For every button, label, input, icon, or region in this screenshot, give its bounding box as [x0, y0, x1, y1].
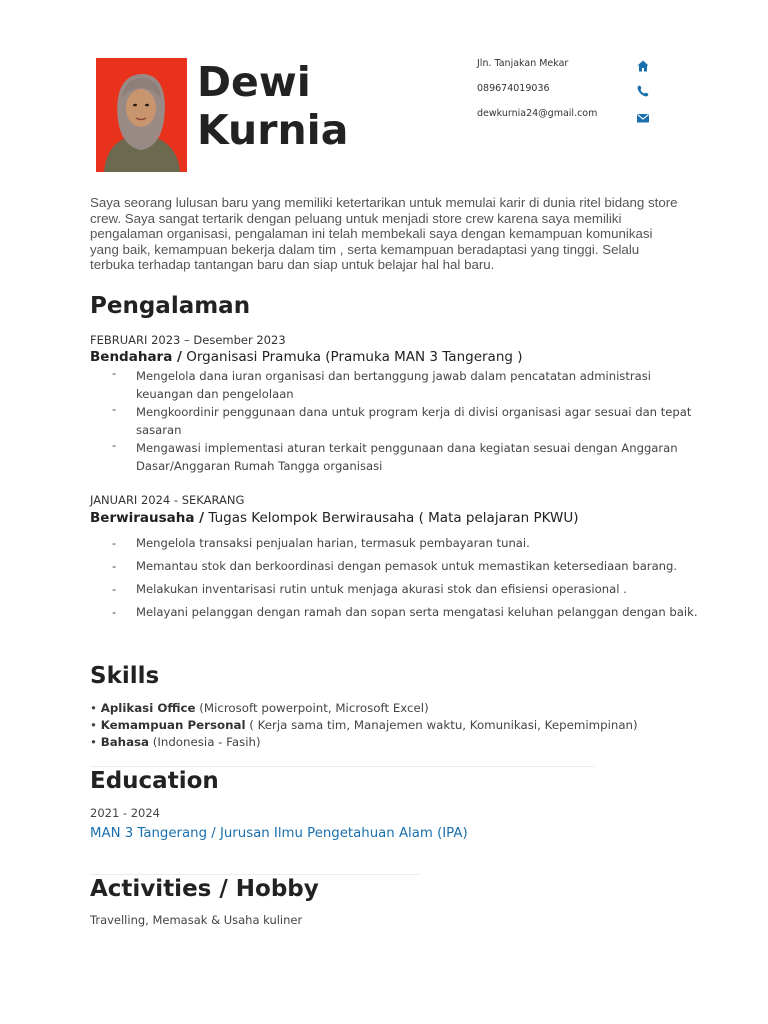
education-years: 2021 - 2024 — [90, 806, 160, 820]
list-item: - Melayani pelanggan dengan ramah dan sopan serta mengatasi keluhan pelanggan dengan baik. — [112, 605, 698, 619]
education-school: MAN 3 Tangerang / Jurusan Ilmu Pengetahuan Alam (IPA) — [90, 826, 468, 841]
bullet-text: Melayani pelanggan dengan ramah dan sopan serta mengatasi keluhan pelanggan dengan baik. — [136, 605, 698, 619]
skills-heading: Skills — [90, 663, 160, 689]
last-name: Kurnia — [197, 106, 349, 154]
experience-role — [90, 510, 579, 526]
skill-detail: (Microsoft powerpoint, Microsoft Excel) — [195, 701, 429, 715]
skill-item: • Bahasa (Indonesia - Fasih) — [90, 735, 261, 749]
experience-period: JANUARI 2024 - SEKARANG — [90, 493, 245, 507]
first-name: Dewi — [197, 58, 311, 106]
list-item: - Mengelola transaksi penjualan harian, termasuk pembayaran tunai. — [112, 536, 530, 550]
list-item: - Mengelola dana iuran organisasi dan bertanggung jawab dalam pencatatan administrasi keuangan dan pengelolaan — [112, 366, 652, 401]
profile-summary: Saya seorang lulusan baru yang memiliki ketertarikan untuk memulai karir di dunia ritel bidang store crew. Saya sangat tertarik dengan peluang untuk menjadi store crew karena saya memiliki pengalaman organisasi, pengalaman ini telah membekali saya dengan kemampuan komunikasi yang baik, kemampuan bekerja dalam tim , serta kemampuan beradaptasi yang tinggi. Selalu terbuka terhadap tantangan baru dan siap untuk belajar hal hal baru. — [90, 195, 678, 272]
bullet-text: Memantau stok dan berkoordinasi dengan pemasok untuk memastikan ketersediaan barang. — [136, 559, 678, 573]
education-heading: Education — [90, 768, 219, 794]
experience-role — [90, 349, 523, 365]
person-portrait-icon — [96, 58, 187, 172]
contact-address: Jln. Tanjakan Mekar — [477, 58, 569, 69]
experience-bullet-list — [112, 368, 702, 476]
hobby-text: Travelling, Memasak & Usaha kuliner — [90, 913, 303, 927]
mail-icon — [636, 111, 650, 125]
bullet-text: Mengkoordinir penggunaan dana untuk program kerja di divisi organisasi agar sesuai dan tepat sasaran — [136, 405, 692, 437]
role-organization: Tugas Kelompok Berwirausaha ( Mata pelajaran PKWU) — [204, 510, 579, 526]
skill-name: Kemampuan Personal — [100, 718, 246, 732]
skill-detail: (Indonesia - Fasih) — [149, 735, 261, 749]
phone-icon — [636, 84, 650, 98]
contact-email[interactable]: dewkurnia24@gmail.com — [477, 108, 598, 119]
skill-detail: ( Kerja sama tim, Manajemen waktu, Komunikasi, Kepemimpinan) — [245, 718, 638, 732]
role-organization: Organisasi Pramuka (Pramuka MAN 3 Tangerang ) — [181, 349, 523, 365]
skill-item: • Kemampuan Personal ( Kerja sama tim, Manajemen waktu, Komunikasi, Kepemimpinan) — [90, 718, 638, 732]
list-item: - Melakukan inventarisasi rutin untuk menjaga akurasi stok dan efisiensi operasional . — [112, 582, 627, 596]
list-item: - Mengkoordinir penggunaan dana untuk program kerja di divisi organisasi agar sesuai dan tepat sasaran — [112, 402, 692, 437]
section-divider — [90, 874, 420, 875]
home-icon — [636, 59, 650, 73]
skill-name: Aplikasi Office — [100, 701, 196, 715]
list-item: - Mengawasi implementasi aturan terkait penggunaan dana kegiatan sesuai dengan Anggaran Dasar/Anggaran Rumah Tangga organisasi — [112, 438, 678, 473]
name-heading — [197, 58, 348, 154]
skill-item: • Aplikasi Office (Microsoft powerpoint, Microsoft Excel) — [90, 701, 429, 715]
profile-photo — [96, 58, 187, 172]
bullet-text: Mengelola dana iuran organisasi dan bertanggung jawab dalam pencatatan administrasi keuangan dan pengelolaan — [136, 369, 652, 401]
contact-phone: 089674019036 — [477, 83, 550, 94]
role-title: Bendahara / — [90, 349, 182, 365]
bullet-text: Mengelola transaksi penjualan harian, termasuk pembayaran tunai. — [136, 536, 530, 550]
section-divider — [90, 766, 595, 767]
bullet-text: Melakukan inventarisasi rutin untuk menjaga akurasi stok dan efisiensi operasional . — [136, 582, 627, 596]
experience-heading: Pengalaman — [90, 293, 251, 319]
bullet-text: Mengawasi implementasi aturan terkait penggunaan dana kegiatan sesuai dengan Anggaran Dasar/Anggaran Rumah Tangga organisasi — [136, 441, 678, 473]
experience-period: FEBRUARI 2023 – Desember 2023 — [90, 333, 286, 347]
skill-name: Bahasa — [100, 735, 150, 749]
hobby-heading: Activities / Hobby — [90, 876, 319, 902]
role-title: Berwirausaha / — [90, 510, 205, 526]
list-item: - Memantau stok dan berkoordinasi dengan pemasok untuk memastikan ketersediaan barang. — [112, 559, 678, 573]
experience-bullet-list — [112, 535, 702, 627]
